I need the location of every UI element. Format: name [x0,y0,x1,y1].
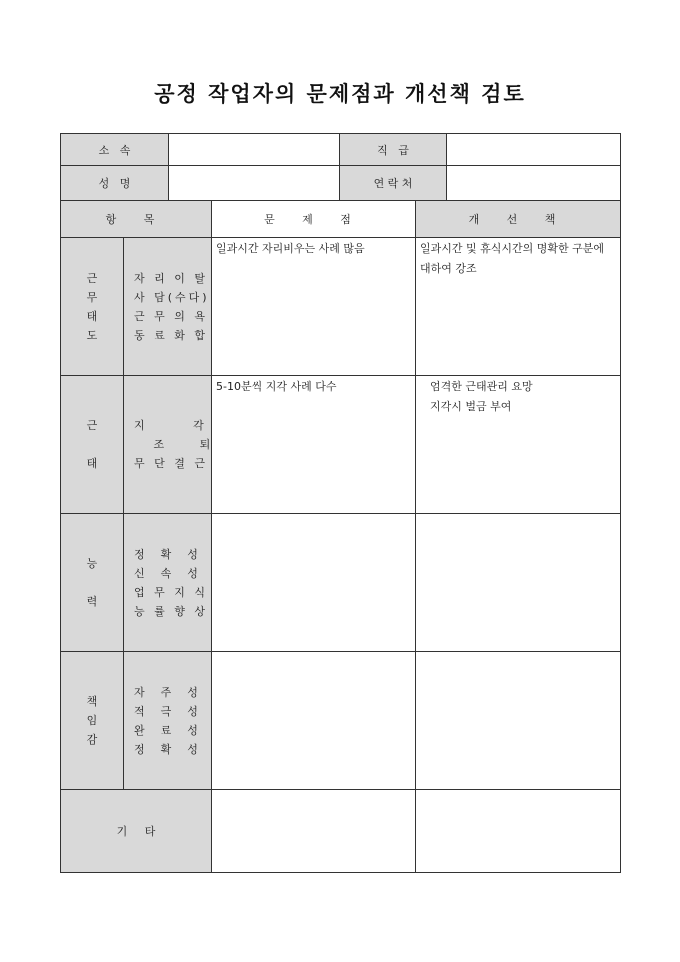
improvement-cell[interactable]: 일과시간 및 휴식시간의 명확한 구분에 대하여 강조 [416,238,621,376]
sub-items: 자 리 이 탈 사 담(수다) 근 무 의 욕 동 료 화 합 [124,238,212,376]
contact-label: 연 락 처 [340,166,447,201]
category-label: 근 태 [61,376,124,514]
info-row-1 [61,134,621,166]
contact-field[interactable] [447,166,621,201]
position-field[interactable] [447,134,621,166]
improvement-cell[interactable] [416,514,621,652]
table-row [61,238,621,376]
table-row [61,790,621,873]
affiliation-field[interactable] [169,134,340,166]
header-row [61,201,621,238]
improvement-cell[interactable]: 엄격한 근태관리 요망 지각시 벌금 부여 [416,376,621,514]
problem-cell[interactable] [212,514,416,652]
improvement-cell[interactable] [416,790,621,873]
header-item: 항 목 [61,201,212,238]
category-label: 능 력 [61,514,124,652]
sub-items: 지 각 조 퇴 무 단 결 근 [124,376,212,514]
category-label: 기 타 [61,790,212,873]
improvement-cell[interactable] [416,652,621,790]
problem-cell[interactable]: 5-10분씩 지각 사례 다수 [212,376,416,514]
category-label: 근 무 태 도 [61,238,124,376]
category-label: 책 임 감 [61,652,124,790]
table-row [61,514,621,652]
table-row [61,652,621,790]
header-improvement: 개 선 책 [416,201,621,238]
problem-cell[interactable]: 일과시간 자리비우는 사례 많음 [212,238,416,376]
affiliation-label: 소 속 [61,134,169,166]
name-label: 성 명 [61,166,169,201]
header-problem: 문 제 점 [212,201,416,238]
sub-items: 자 주 성 적 극 성 완 료 성 정 확 성 [124,652,212,790]
problem-cell[interactable] [212,652,416,790]
page-title: 공정 작업자의 문제점과 개선책 검토 [154,81,526,106]
sub-items: 정 확 성 신 속 성 업 무 지 식 능 률 향 상 [124,514,212,652]
position-label: 직 급 [340,134,447,166]
name-field[interactable] [169,166,340,201]
problem-cell[interactable] [212,790,416,873]
info-row-2 [61,166,621,201]
table-row [61,376,621,514]
review-table [60,133,621,873]
